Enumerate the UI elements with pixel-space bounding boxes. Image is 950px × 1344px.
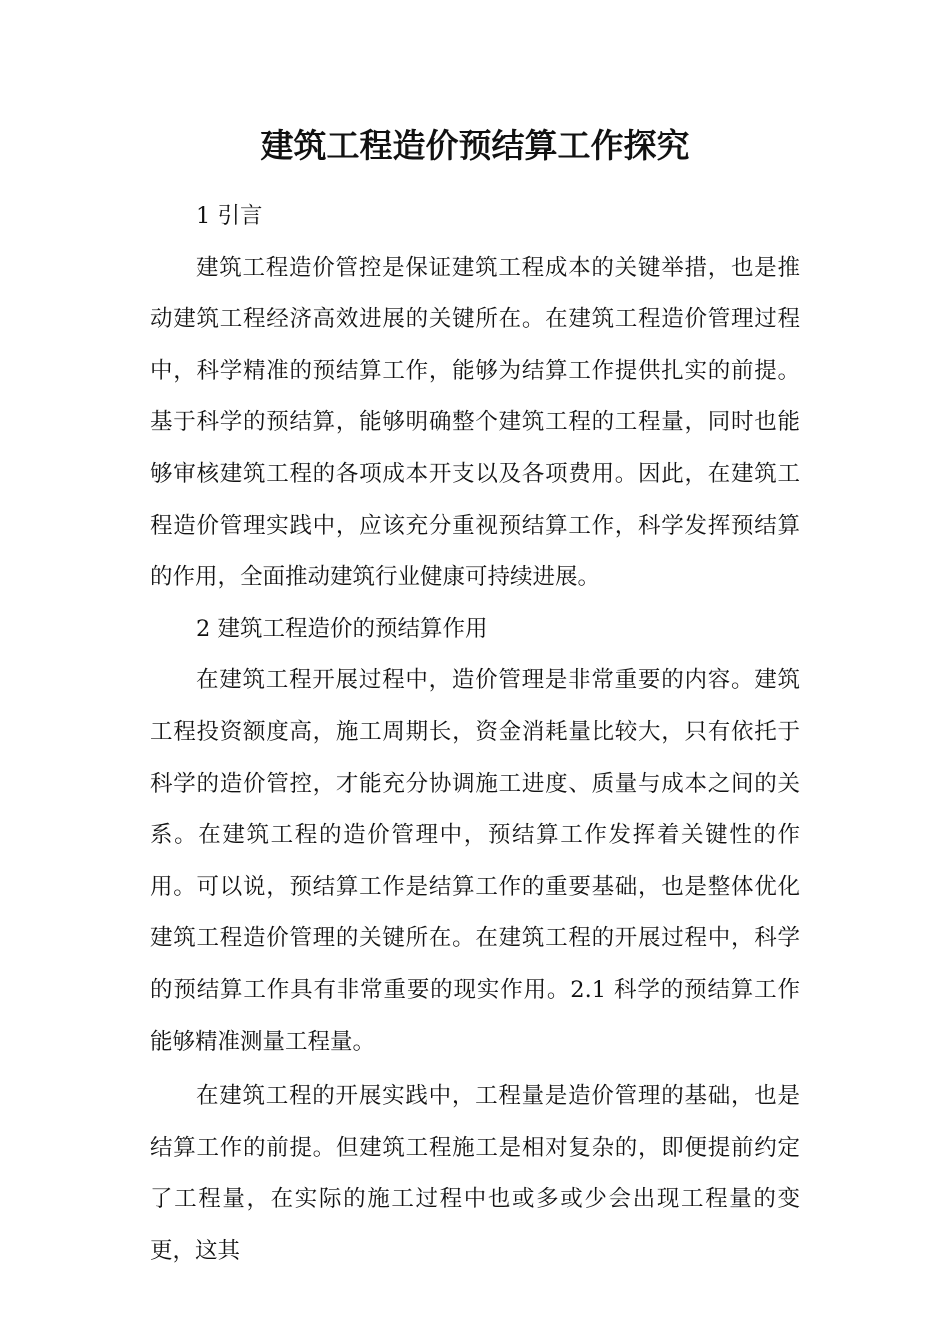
document-title: 建筑工程造价预结算工作探究 <box>260 126 690 165</box>
section-heading-introduction: 1 引言 <box>196 203 263 229</box>
paragraph-introduction: 建筑工程造价管控是保证建筑工程成本的关键举措，也是推动建筑工程经济高效进展的关键所在。在建筑工程造价管理过程中，科学精准的预结算工作，能够为结算工作提供扎实的前提。基于科学的预结算，能够明确整个建筑工程的工程量，同时也能够审核建筑工程的各项成本开支以及各项费用。因此，在建筑工程造价管理实践中，应该充分重视预结算工作，科学发挥预结算的作用，全面推动建筑行业健康可持续进展。 <box>150 254 800 591</box>
paragraph-quantity: 在建筑工程的开展实践中，工程量是造价管理的基础，也是结算工作的前提。但建筑工程施工是相对复杂的，即便提前约定了工程量，在实际的施工过程中也或多或少会出现工程量的变更，这其 <box>150 1083 800 1264</box>
paragraph-budget-role: 在建筑工程开展过程中，造价管理是非常重要的内容。建筑工程投资额度高，施工周期长，资金消耗量比较大，只有依托于科学的造价管控，才能充分协调施工进度、质量与成本之间的关系。在建筑工程的造价管理中，预结算工作发挥着关键性的作用。可以说，预结算工作是结算工作的重要基础，也是整体优化建筑工程造价管理的关键所在。在建筑工程的开展过程中，科学的预结算工作具有非常重要的现实作用。2.1 科学的预结算工作能够精准测量工程量。 <box>150 667 800 1055</box>
document-body <box>150 191 800 1277</box>
section-heading-budget-role: 2 建筑工程造价的预结算作用 <box>196 615 488 642</box>
